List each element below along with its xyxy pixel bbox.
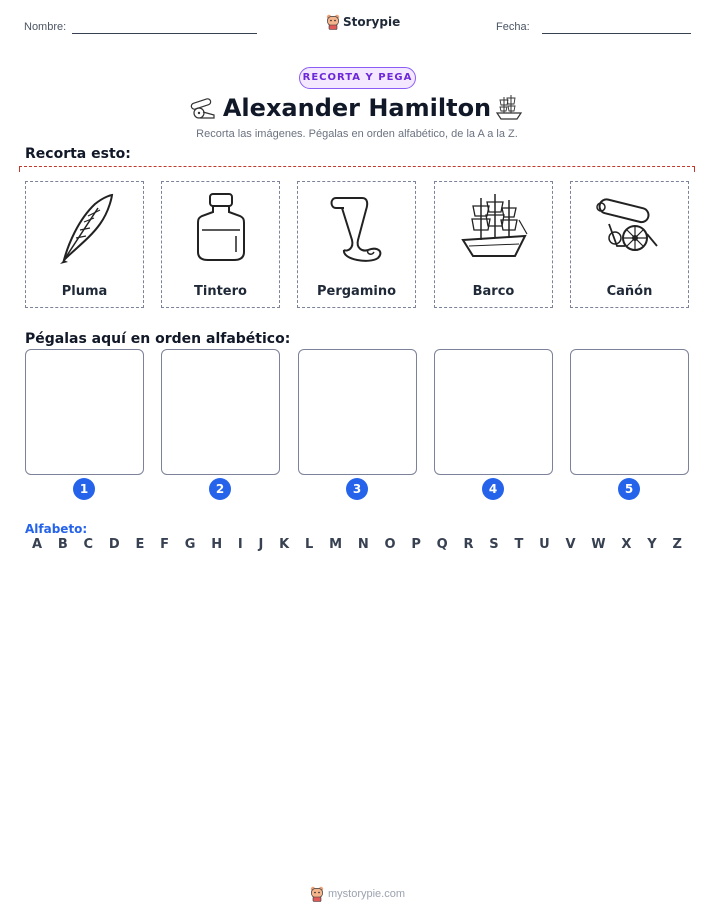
- slot-number: 1: [73, 478, 95, 500]
- alphabet-letter: F: [160, 537, 170, 552]
- cut-card-pergamino[interactable]: [297, 181, 416, 308]
- slot-number: 5: [618, 478, 640, 500]
- card-label: Cañón: [606, 284, 653, 299]
- alphabet-row: [32, 537, 682, 552]
- card-label: Barco: [472, 284, 515, 299]
- paste-slot[interactable]: [434, 349, 553, 475]
- activity-badge: RECORTA Y PEGA: [299, 67, 416, 89]
- inkwell-icon: [186, 190, 256, 266]
- alphabet-letter: T: [514, 537, 524, 552]
- cut-card-barco[interactable]: [434, 181, 553, 308]
- paste-slot[interactable]: [25, 349, 144, 475]
- alphabet-letter: M: [329, 537, 343, 552]
- page-title: Alexander Hamilton: [222, 94, 492, 122]
- alphabet-heading: Alfabeto:: [25, 522, 88, 536]
- footer: [310, 886, 405, 902]
- alphabet-letter: P: [411, 537, 421, 552]
- paste-slot[interactable]: [570, 349, 689, 475]
- instructions: Recorta las imágenes. Pégalas en orden alfabético, de la A a la Z.: [196, 128, 518, 140]
- slot-number: 2: [209, 478, 231, 500]
- card-label: Pergamino: [316, 284, 397, 299]
- alphabet-letter: C: [83, 537, 94, 552]
- alphabet-letter: B: [57, 537, 68, 552]
- date-field[interactable]: [542, 33, 691, 34]
- alphabet-letter: Y: [647, 537, 657, 552]
- card-label: Tintero: [194, 284, 247, 299]
- cut-card-tintero[interactable]: [161, 181, 280, 308]
- ship-icon: [494, 92, 524, 122]
- paste-slot[interactable]: [298, 349, 417, 475]
- paste-heading: Pégalas aquí en orden alfabético:: [25, 331, 291, 347]
- quill-pen-icon: [50, 190, 120, 266]
- alphabet-letter: X: [621, 537, 632, 552]
- cut-line: [19, 166, 695, 172]
- alphabet-letter: U: [539, 537, 550, 552]
- alphabet-letter: I: [237, 537, 243, 552]
- cannon-icon: [188, 95, 218, 121]
- alphabet-letter: J: [258, 537, 264, 552]
- date-label: Fecha:: [496, 21, 530, 33]
- paste-slot[interactable]: [161, 349, 280, 475]
- alphabet-letter: Q: [436, 537, 448, 552]
- footer-url[interactable]: mystorypie.com: [328, 888, 406, 900]
- brand-name: Storypie: [343, 15, 401, 29]
- slot-number: 3: [346, 478, 368, 500]
- alphabet-letter: K: [279, 537, 290, 552]
- alphabet-letter: H: [211, 537, 223, 552]
- alphabet-letter: S: [489, 537, 499, 552]
- alphabet-letter: Z: [672, 537, 682, 552]
- bear-mascot-icon: [310, 886, 324, 902]
- brand-logo: [326, 14, 400, 30]
- alphabet-letter: E: [135, 537, 145, 552]
- cannon-icon: [595, 190, 665, 266]
- name-label: Nombre:: [24, 21, 67, 33]
- alphabet-letter: W: [591, 537, 606, 552]
- alphabet-letter: D: [108, 537, 120, 552]
- alphabet-letter: R: [463, 537, 474, 552]
- alphabet-letter: O: [384, 537, 396, 552]
- bear-mascot-icon: [326, 14, 340, 30]
- alphabet-letter: G: [184, 537, 196, 552]
- ship-icon: [459, 190, 529, 266]
- cut-card-pluma[interactable]: [25, 181, 144, 308]
- alphabet-letter: A: [32, 537, 43, 552]
- alphabet-letter: L: [305, 537, 314, 552]
- alphabet-letter: V: [565, 537, 576, 552]
- slot-number: 4: [482, 478, 504, 500]
- cut-card-canon[interactable]: [570, 181, 689, 308]
- card-label: Pluma: [61, 284, 108, 299]
- name-field[interactable]: [72, 33, 257, 34]
- scroll-icon: [322, 190, 392, 266]
- alphabet-letter: N: [357, 537, 369, 552]
- cut-heading: Recorta esto:: [25, 146, 131, 162]
